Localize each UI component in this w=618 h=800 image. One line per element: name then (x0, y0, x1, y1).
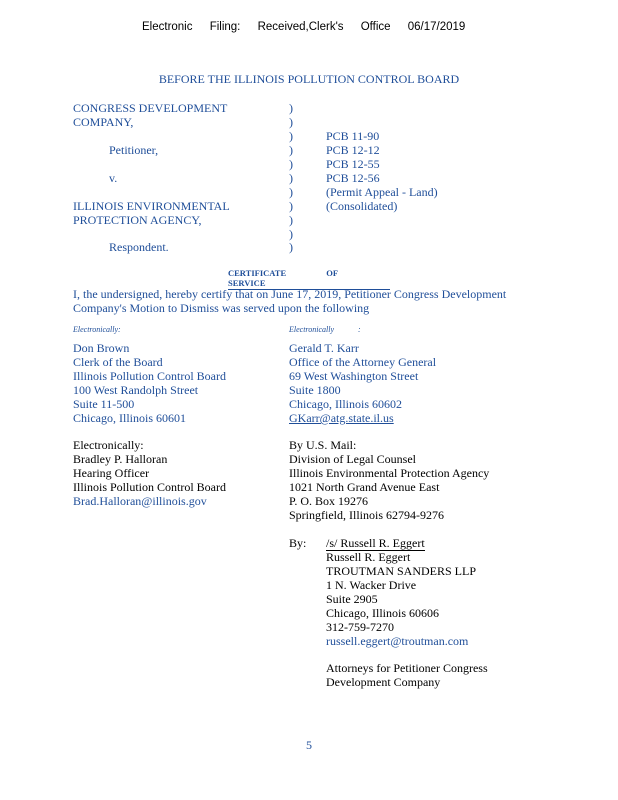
recipient-line: Springfield, Illinois 62794-9276 (289, 508, 444, 522)
recipient-line: Illinois Pollution Control Board (73, 480, 227, 494)
certificate-word: CERTIFICATE (228, 268, 287, 278)
caption-paren: ) (289, 227, 293, 241)
petitioner-role: Petitioner, (109, 143, 159, 157)
recipient-line: Suite 1800 (289, 383, 341, 397)
recipient-email-link[interactable]: Brad.Halloran@illinois.gov (73, 494, 207, 508)
service-method-label: By U.S. Mail: (289, 438, 357, 452)
signature-email-link[interactable]: russell.eggert@troutman.com (326, 634, 469, 648)
case-type: (Permit Appeal - Land) (326, 185, 438, 199)
document-title: BEFORE THE ILLINOIS POLLUTION CONTROL BOARD (158, 72, 460, 86)
attorneys-line1: Attorneys for Petitioner Congress (326, 661, 488, 675)
caption-paren: ) (289, 129, 293, 143)
respondent-name-line2: PROTECTION AGENCY, (73, 213, 202, 227)
certificate-word: OF (326, 268, 339, 278)
signature-line: /s/ Russell R. Eggert (326, 536, 425, 550)
attorneys-line2: Development Company (326, 675, 441, 689)
recipient-line: Illinois Environmental Protection Agency (289, 466, 490, 480)
service-method-label: Electronically: (73, 325, 121, 334)
recipient-line: Bradley P. Halloran (73, 452, 168, 466)
recipient-line: Chicago, Illinois 60602 (289, 397, 402, 411)
service-method-text: Electronically (289, 325, 335, 334)
stamp-office: Office (360, 21, 391, 33)
case-number: PCB 12-56 (326, 171, 380, 185)
recipient-line: P. O. Box 19276 (289, 494, 369, 508)
recipient-line: Illinois Pollution Control Board (73, 369, 227, 383)
petitioner-name-line1: CONGRESS DEVELOPMENT (73, 101, 228, 115)
signature-detail: Chicago, Illinois 60606 (326, 606, 439, 620)
signature-detail: TROUTMAN SANDERS LLP (326, 564, 477, 578)
caption-paren: ) (289, 171, 293, 185)
respondent-role: Respondent. (109, 240, 169, 254)
signature-by-label: By: (289, 536, 307, 550)
recipient-line: Gerald T. Karr (289, 341, 359, 355)
certificate-word: SERVICE (228, 278, 266, 288)
intro-line1: I, the undersigned, hereby certify that on June 17, 2019, Petitioner Congress Development (73, 287, 507, 301)
recipient-line: Suite 11-500 (73, 397, 135, 411)
recipient-line: Office of the Attorney General (289, 355, 437, 369)
recipient-line: Division of Legal Counsel (289, 452, 416, 466)
recipient-line: Chicago, Illinois 60601 (73, 411, 186, 425)
caption-paren: ) (289, 240, 293, 254)
case-consolidated: (Consolidated) (326, 199, 398, 213)
recipient-line: 100 West Randolph Street (73, 383, 199, 397)
signature-detail: Russell R. Eggert (326, 550, 411, 564)
case-number: PCB 11-90 (326, 129, 380, 143)
respondent-name-line1: ILLINOIS ENVIRONMENTAL (73, 199, 230, 213)
case-number: PCB 12-12 (326, 143, 380, 157)
signature-detail: 312-759-7270 (326, 620, 394, 634)
service-method-label (289, 323, 361, 337)
recipient-email-link[interactable]: GKarr@atg.state.il.us (289, 411, 394, 425)
stamp-filing: Filing: (209, 21, 241, 33)
caption-paren: ) (289, 115, 293, 129)
recipient-line: 69 West Washington Street (289, 369, 419, 383)
recipient-line: 1021 North Grand Avenue East (289, 480, 440, 494)
service-method-label: Electronically: (73, 438, 144, 452)
case-number: PCB 12-55 (326, 157, 380, 171)
caption-paren: ) (289, 185, 293, 199)
caption-paren: ) (289, 199, 293, 213)
caption-paren: ) (289, 101, 293, 115)
recipient-line: Clerk of the Board (73, 355, 163, 369)
filing-stamp (142, 21, 479, 33)
stamp-electronic: Electronic (142, 21, 193, 33)
caption-paren: ) (289, 213, 293, 227)
signature-detail: 1 N. Wacker Drive (326, 578, 417, 592)
recipient-line: Don Brown (73, 341, 130, 355)
caption-paren: ) (289, 157, 293, 171)
stamp-date: 06/17/2019 (407, 21, 466, 33)
page-number: 5 (306, 738, 312, 752)
service-method-colon: : (358, 325, 361, 334)
stamp-received: Received,Clerk's (257, 21, 344, 33)
versus: v. (109, 171, 118, 185)
caption-paren: ) (289, 143, 293, 157)
signature-detail: Suite 2905 (326, 592, 378, 606)
petitioner-name-line2: COMPANY, (73, 115, 134, 129)
intro-line2: Company's Motion to Dismiss was served upon the following (73, 301, 370, 315)
recipient-line: Hearing Officer (73, 466, 150, 480)
